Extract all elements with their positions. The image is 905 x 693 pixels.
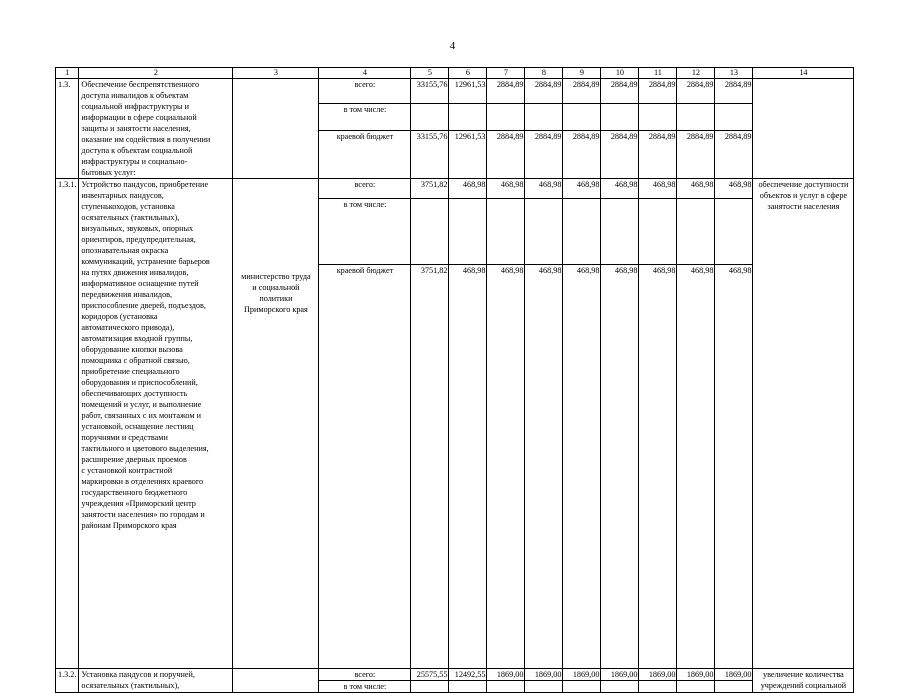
row-number: 1.3.2.	[56, 669, 79, 693]
funding-source: в том числе:	[319, 103, 411, 130]
amount-cell: 2884,89	[563, 130, 601, 178]
expected-result: обеспечение доступности объектов и услуг в сфере занятости населения	[753, 179, 854, 669]
amount-cell	[411, 103, 449, 130]
amount-cell	[487, 199, 525, 265]
amount-cell: 468,98	[563, 265, 601, 669]
expected-result	[753, 79, 854, 179]
amount-cell: 2884,89	[677, 79, 715, 104]
amount-cell: 2884,89	[639, 79, 677, 104]
amount-cell: 2884,89	[715, 79, 753, 104]
amount-cell: 2884,89	[525, 79, 563, 104]
column-header: 5	[411, 68, 449, 79]
funding-source: всего:	[319, 179, 411, 199]
amount-cell: 3751,82	[411, 265, 449, 669]
executor: министерство труда и социальной политики Приморского края	[233, 179, 319, 669]
amount-cell: 2884,89	[563, 79, 601, 104]
page-number: 4	[449, 40, 456, 52]
amount-cell: 3751,82	[411, 179, 449, 199]
amount-cell	[677, 103, 715, 130]
expected-result: увеличение количества учреждений социальной	[753, 669, 854, 693]
amount-cell: 2884,89	[677, 130, 715, 178]
amount-cell	[601, 103, 639, 130]
amount-cell	[487, 103, 525, 130]
amount-cell: 468,98	[715, 179, 753, 199]
amount-cell: 1869,00	[563, 669, 601, 681]
header-row	[56, 68, 854, 79]
amount-cell: 1869,00	[525, 669, 563, 681]
amount-cell	[411, 199, 449, 265]
amount-cell	[715, 103, 753, 130]
event-name: Устройство пандусов, приобретение инвентарных пандусов, ступенькоходов, установка осязательных (тактильных), визуальных, звуковых, опорных ориентиров, предупредительная, опознавательная окраска коммуникаций, устранение барьеров на путях движения инвалидов, информативное оснащение путей передвижения инвалидов, приспособление дверей, подъездов, коридоров (установка автоматического привода), автоматизация входной группы, оборудование кнопки вызова помощника с обратной связью, приобретение специального оборудования и приспособлений, обеспечивающих доступность помещений и услуг, и выполнение работ, связанных с их монтажом и установкой, оснащение лестниц поручнями и средствами тактильного и цветового выделения, расширение дверных проемов с установкой контрастной маркировки в отделениях краевого государственного бюджетного учреждения «Приморский центр занятости населения» по городам и районам Приморского края	[79, 179, 233, 669]
amount-cell	[715, 199, 753, 265]
amount-cell: 33155,76	[411, 79, 449, 104]
amount-cell: 1869,00	[715, 669, 753, 681]
event-name: Установка пандусов и поручней, осязательных (тактильных),	[79, 669, 233, 693]
amount-cell: 468,98	[639, 179, 677, 199]
amount-cell	[525, 199, 563, 265]
amount-cell	[525, 103, 563, 130]
amount-cell: 1869,00	[601, 669, 639, 681]
amount-cell: 12961,53	[449, 79, 487, 104]
amount-cell: 468,98	[677, 179, 715, 199]
column-header: 10	[601, 68, 639, 79]
funding-source: в том числе:	[319, 681, 411, 693]
amount-cell: 12961,53	[449, 130, 487, 178]
column-header: 2	[79, 68, 233, 79]
amount-cell: 468,98	[677, 265, 715, 669]
amount-cell	[639, 681, 677, 693]
amount-cell: 1869,00	[639, 669, 677, 681]
amount-cell	[563, 103, 601, 130]
amount-cell	[449, 103, 487, 130]
amount-cell	[525, 681, 563, 693]
amount-cell	[601, 199, 639, 265]
column-header: 9	[563, 68, 601, 79]
amount-cell: 12492,55	[449, 669, 487, 681]
amount-cell	[677, 199, 715, 265]
amount-cell: 468,98	[601, 265, 639, 669]
amount-cell: 468,98	[525, 265, 563, 669]
table-row	[56, 669, 854, 681]
amount-cell: 2884,89	[487, 130, 525, 178]
amount-cell	[563, 681, 601, 693]
amount-cell: 468,98	[601, 179, 639, 199]
amount-cell: 468,98	[715, 265, 753, 669]
amount-cell: 2884,89	[639, 130, 677, 178]
funding-source: в том числе:	[319, 199, 411, 265]
amount-cell: 1869,00	[677, 669, 715, 681]
table-row	[56, 79, 854, 104]
funding-source: краевой бюджет	[319, 130, 411, 178]
executor	[233, 669, 319, 693]
column-header: 11	[639, 68, 677, 79]
column-header: 8	[525, 68, 563, 79]
column-header: 13	[715, 68, 753, 79]
executor	[233, 79, 319, 179]
column-header: 14	[753, 68, 854, 79]
amount-cell	[411, 681, 449, 693]
amount-cell: 1869,00	[487, 669, 525, 681]
funding-source: краевой бюджет	[319, 265, 411, 669]
row-number: 1.3.	[56, 79, 79, 179]
amount-cell	[601, 681, 639, 693]
column-header: 12	[677, 68, 715, 79]
amount-cell: 468,98	[639, 265, 677, 669]
amount-cell: 2884,89	[601, 130, 639, 178]
amount-cell: 2884,89	[601, 79, 639, 104]
amount-cell: 2884,89	[487, 79, 525, 104]
funding-source: всего:	[319, 669, 411, 681]
column-header: 4	[319, 68, 411, 79]
funding-source: всего:	[319, 79, 411, 104]
amount-cell	[449, 681, 487, 693]
amount-cell	[715, 681, 753, 693]
amount-cell: 468,98	[449, 265, 487, 669]
amount-cell	[639, 199, 677, 265]
amount-cell: 468,98	[449, 179, 487, 199]
column-header: 7	[487, 68, 525, 79]
row-number: 1.3.1.	[56, 179, 79, 669]
amount-cell: 33155,76	[411, 130, 449, 178]
column-header: 1	[56, 68, 79, 79]
amount-cell: 468,98	[525, 179, 563, 199]
column-header: 6	[449, 68, 487, 79]
amount-cell	[487, 681, 525, 693]
amount-cell	[563, 199, 601, 265]
event-name: Обеспечение беспрепятственного доступа инвалидов к объектам социальной инфраструктуры и информации в сфере социальной защиты и занятости населения, оказание им содействия в получении доступа к объектам социальной инфраструктуры и социально- бытовых услуг:	[79, 79, 233, 179]
budget-table	[55, 67, 854, 693]
amount-cell: 25575,55	[411, 669, 449, 681]
amount-cell	[639, 103, 677, 130]
amount-cell: 468,98	[487, 179, 525, 199]
column-header: 3	[233, 68, 319, 79]
amount-cell: 2884,89	[525, 130, 563, 178]
amount-cell	[677, 681, 715, 693]
amount-cell: 468,98	[563, 179, 601, 199]
amount-cell: 468,98	[487, 265, 525, 669]
amount-cell: 2884,89	[715, 130, 753, 178]
table-row	[56, 179, 854, 199]
amount-cell	[449, 199, 487, 265]
